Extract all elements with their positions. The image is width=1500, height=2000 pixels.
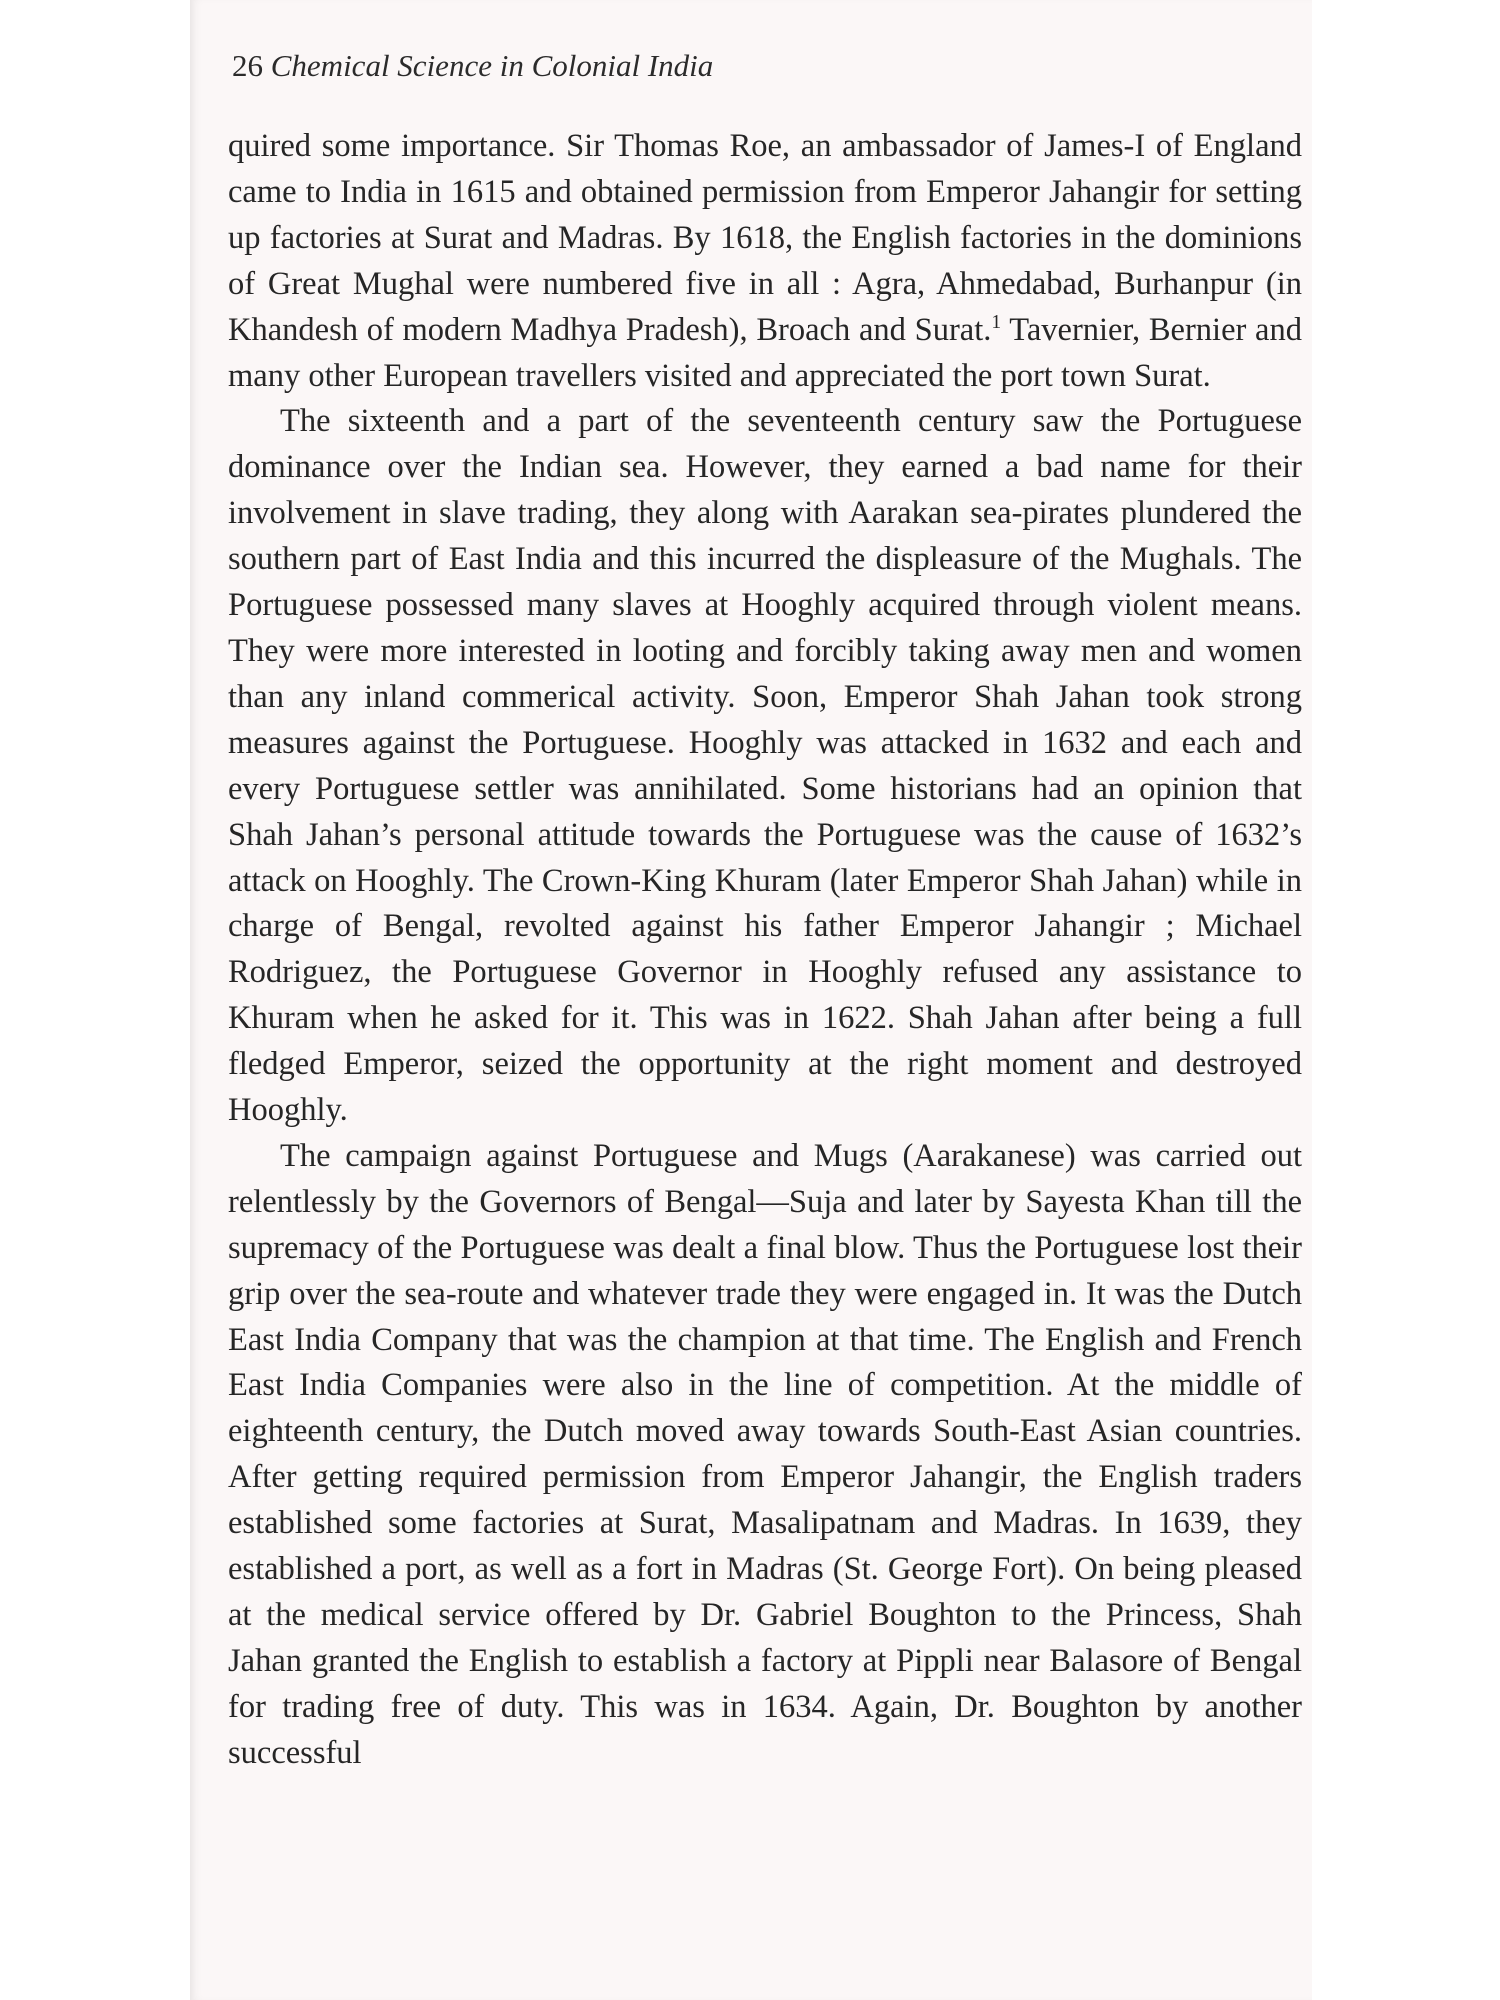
page-number: 26 xyxy=(232,48,263,83)
book-title: Chemical Science in Colonial India xyxy=(270,48,714,83)
book-page xyxy=(190,0,1312,2000)
footnote-marker: 1 xyxy=(991,311,1002,333)
paragraph-1 xyxy=(228,124,1302,399)
paragraph-1-text: quired some importance. Sir Thomas Roe, an ambassador of James-I of England came to India in 1615 and obtained permission from Emperor Jahangir for setting up factories at Surat and Madras. By 1618, the English factories in the dominions of Great Mughal were numbered five in all : Agra, Ahmedabad, Burhanpur (in Khandesh of modern Madhya Pradesh), Broach and Surat. xyxy=(228,128,1302,348)
paragraph-1-text-continued: Tavernier, Bernier and many other European travellers visited and appreciated the port town Surat. xyxy=(228,311,1302,394)
paragraph-2: The sixteenth and a part of the seventeenth century saw the Portuguese dominance over the Indian sea. However, they earned a bad name for their involvement in slave trading, they along with Aarakan sea-pirates plundered the southern part of East India and this incurred the displeasure of the Mughals. The Portuguese possessed many slaves at Hooghly acquired through violent means. They were more interested in looting and forcibly taking away men and women than any inland commerical activity. Soon, Emperor Shah Jahan took strong measures against the Portuguese. Hooghly was attacked in 1632 and each and every Portuguese settler was annihilated. Some historians had an opinion that Shah Jahan’s personal attitude towards the Portuguese was the cause of 1632’s attack on Hooghly. The Crown-King Khuram (later Emperor Shah Jahan) while in charge of Bengal, revolted against his father Emperor Jahangir ; Michael Rodriguez, the Portuguese Governor in Hooghly refused any assistance to Khuram when he asked for it. This was in 1622. Shah Jahan after being a full fledged Emperor, seized the opportunity at the right moment and destroyed Hooghly. xyxy=(228,403,1302,1129)
running-header xyxy=(232,48,713,84)
body-text xyxy=(228,124,1302,1777)
paragraph-3: The campaign against Portuguese and Mugs (Aarakanese) was carried out relentlessly by the Governors of Bengal—Suja and later by Sayesta Khan till the supremacy of the Portuguese was dealt a final blow. Thus the Portuguese lost their grip over the sea-route and whatever trade they were engaged in. It was the Dutch East India Company that was the champion at that time. The English and French East India Companies were also in the line of competition. At the middle of eighteenth century, the Dutch moved away towards South-East Asian countries. After getting required permission from Emperor Jahangir, the English traders established some factories at Surat, Masalipatnam and Madras. In 1639, they established a port, as well as a fort in Madras (St. George Fort). On being pleased at the medical service offered by Dr. Gabriel Boughton to the Princess, Shah Jahan granted the English to establish a factory at Pippli near Balasore of Bengal for trading free of duty. This was in 1634. Again, Dr. Boughton by another successful xyxy=(228,1137,1302,1771)
